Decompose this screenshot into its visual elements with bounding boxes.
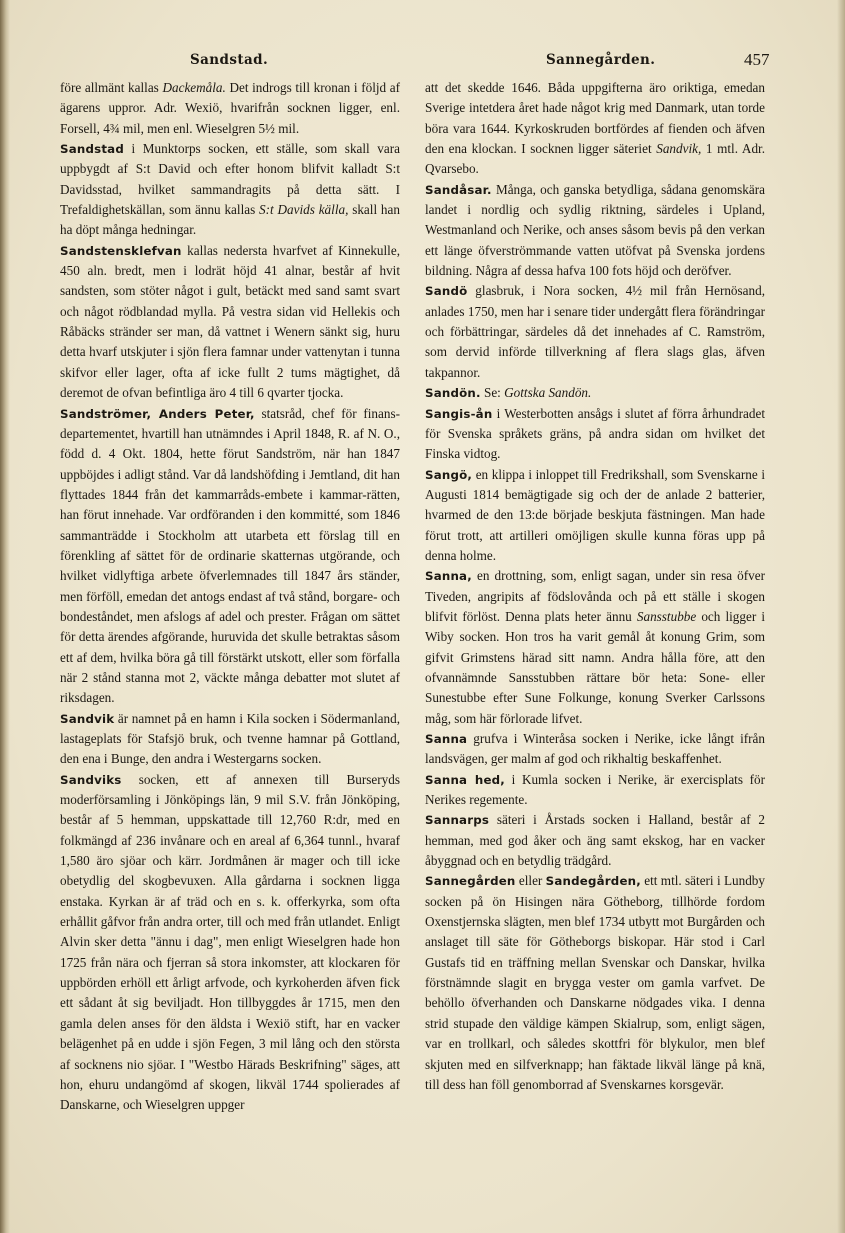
entry-headword: Sannarps [425, 813, 490, 828]
dictionary-entry [60, 404, 400, 709]
entry-text: i Kumla socken i Nerike, är exercisplats för Nerikes regemente. [425, 771, 765, 808]
entry-text: att det skedde 1646. Båda uppgifterna äro oriktiga, emedan Sverige intetdera året hade något krig med Danmark, utan torde böra vara 1644. Kyrkoskruden bortfördes af fienden och äfven den ena klockan. I socknen ligger säteriet [425, 80, 765, 157]
entry-text: grufva i Winteråsa socken i Nerike, icke långt ifrån landsvägen, ger malm af god och rikhaltig beskaffenhet. [425, 731, 765, 767]
dictionary-entry [425, 770, 765, 811]
entry-headword: Sandstad [60, 142, 124, 157]
dictionary-entry [60, 770, 400, 1116]
dictionary-entry [425, 465, 765, 567]
entry-headword: Sanna hed, [425, 772, 505, 787]
dictionary-entry [60, 709, 400, 770]
entry-headword: Sanna, [425, 569, 472, 584]
entry-text: är namnet på en hamn i Kila socken i Södermanland, lastageplats för Stafsjö bruk, och tvenne hamnar på Gottland, den ena i Bunge, den andra i Westergarns socken. [60, 710, 400, 767]
page-binding-edge [0, 0, 10, 1233]
entry-text: i Westerbotten ansågs i slutet af förra århundradet för Svenska språkets gräns, på andra sidan om hvilket det Finska vidtog. [425, 405, 765, 462]
entry-text: kallas nedersta hvarfvet af Kinnekulle, 450 aln. bredt, men i lodrät höjd 41 alnar, består af hvit sandsten, som stöter något i gult, betäckt med sand samt svart och något rödblandad mylla. På vestra sidan vid Hellekis och Råbäcks stränder ser man, då vattnet i Wenern sänkt sig, huru detta hvarf utskjuter i sjön flera famnar under vattenytan i tunna skifvor eller lager, ofta af icke fullt 2 tums mägtighet, då deremot de ofvan befintliga äro 4 till 6 qvarter tjocka. [60, 242, 400, 401]
entry-text: före allmänt kallas [60, 80, 163, 95]
entry-headword: Sannegården [425, 874, 516, 889]
entry-text: Se: [480, 385, 505, 401]
dictionary-entry [425, 810, 765, 871]
entry-italic-text: Dackemåla. [162, 80, 226, 95]
entry-text: och ligger i Wiby socken. Hon tros ha varit gemål åt konung Grim, som gifvit Grimstens härad sitt namn. Andra hålla före, att den ofvannämnde Sansstubben rättare bör heta: Sone- eller Sunestubbe efter Sune Folkunge, konung Sverker Carlssons måg, som här förlorade lifvet. [425, 608, 766, 726]
entry-headword: Sandströmer, Anders Peter, [60, 406, 255, 421]
entry-headword: Sandåsar. [425, 182, 492, 197]
page-header [0, 52, 845, 76]
dictionary-entry [60, 78, 400, 139]
entry-headword: Sandstensklefvan [60, 243, 182, 258]
entry-italic-text: Sandvik, [656, 141, 702, 157]
entry-headword: Sanna [425, 732, 468, 746]
dictionary-entry [425, 729, 765, 770]
running-title-right: Sannegården. [546, 52, 656, 68]
dictionary-entry [60, 139, 400, 241]
left-text-column [60, 78, 400, 1116]
entry-text: 1 mtl. Adr. Qvarsebo. [425, 141, 765, 177]
entry-italic-text: Sansstubbe [636, 608, 697, 624]
entry-headword: Sangis-ån [425, 406, 493, 421]
dictionary-entry [425, 281, 765, 383]
right-text-column [425, 78, 765, 1095]
entry-text: Många, och ganska betydliga, sådana genomskära landet i nordlig och sydlig riktning, särdeles i Upland, Westmanland och Nerike, och anses såsom bevis på den verkan ett länge öfverströmmande vatten utöfvat på Svenska jordens bildning. Några af dessa hafva 100 fots höjd och deröfver. [425, 181, 765, 279]
dictionary-entry [425, 404, 765, 465]
dictionary-entry [425, 180, 765, 282]
dictionary-entry [425, 566, 765, 729]
dictionary-entry [60, 241, 400, 404]
entry-text: socken, ett af annexen till Burseryds moderförsamling i Jönköpings län, 9 mil S.V. från Jönköping, består af 5 hemman, uppskattade till 12,760 R:dr, med en folkmängd af 236 invånare och en areal af 6,364 tunnl., hvaraf 1,580 äro sjöar och kärr. Jordmånen är mager och till icke obetydlig del skogbevuxen. Alla gårdarna i socknen ligga enstaka. Kyrkan är af träd och en s. k. offerkyrka, som ofta erhållit gåfvor från andra orter, till och med från utlandet. Enligt Alvin sker detta "ännu i dag", men enligt Wieselgren hade hon 1725 från nära och fjerran så stora inkomster, att klockaren för uppbörden erhöll ett årligt arfvode, och kyrkoherden äfven fick ett sådant åt sig beviljadt. Hon tillbyggdes år 1715, men den gamla delen anses för den äldsta i Wexiö stift, har en vacker belägenhet på en udde i sjön Fegen, 3 mil lång och den största af socknens nio sjöar. I "Westbo Härads Beskrifning" säges, att hon, ehuru undangömd af skogen, likväl 1744 spolierades af Danskarne, och Wieselgren uppger [60, 771, 400, 1113]
entry-text: statsråd, chef för finans-departementet, hvartill han utnämndes i April 1848, R. af N. O., född d. 4 Okt. 1804, hette förut Sandström, när han 1847 uppböjdes i adligt stånd. Var då landshöfding i Jemtland, dit han flyttades 1844 från det kammarråds-embete i kammar-rätten, han förut innehade. Var ordföranden i den kommitté, som 1846 sammanträdde i Stockholm att utarbeta ett förslag till en förenkling af sättet för de ordinarie skatternas utgörande, och hvilket vidlyftiga arbete öfverlemnades till 1847 års ständer, men förföll, emedan det antogs endast af två stånd, borgare- och bondeståndet, men afslogs af adel och prester. Frågan om sättet för detta ärendes afgörande, huruvida det skulle betraktas såsom ett af dem, hvilka böra gå till förstärkt utskott, eller som förfalla när 2 stånd stanna mot 2, väckte många debatter mot slutet af riksdagen. [60, 405, 400, 706]
entry-text: skall han ha döpt många hedningar. [60, 202, 400, 238]
dictionary-entry [425, 78, 765, 180]
entry-text: eller [515, 873, 546, 889]
entry-text: i Munktorps socken, ett ställe, som skall vara uppbygdt af S:t David och efter honom blifvit kalladt S:t Davidsstad, hvilket sammandragits på detta sätt. I Trefaldighetskällan, som ännu kallas [60, 141, 400, 218]
entry-italic-text: S:t Davids källa, [259, 202, 349, 218]
entry-text: Det indrogs till kronan i följd af ägarens uppror. Adr. Wexiö, hvarifrån socknen ligger, enl. Forsell, 4¾ mil, men enl. Wieselgren 5½ mil. [60, 80, 400, 136]
entry-text: en drottning, som, enligt sagan, under sin resa öfver Tiveden, angripits af födslovånda och på ett ställe i skogen blifvit förlöst. Denna plats heter ännu [425, 568, 765, 624]
entry-headword: Sangö, [425, 467, 473, 482]
entry-headword: Sandö [425, 284, 468, 299]
page-outer-edge [837, 0, 845, 1233]
entry-headword: Sandvik [60, 711, 115, 726]
entry-headword: Sandegården, [545, 874, 641, 889]
entry-text: en klippa i inloppet till Fredrikshall, som Svenskarne i Augusti 1814 bemägtigade sig och der de anlade 2 batterier, hvarmed de den 13:de började beskjuta fästningen. Man hade förut trott, att artilleri omöjligen skulle kunna föras upp på denna holme. [425, 466, 765, 563]
running-title-left: Sandstad. [190, 52, 269, 68]
entry-text: ett mtl. säteri i Lundby socken på ön Hisingen nära Götheborg, tillhörde fordom Oxenstjernska slägten, men blef 1734 utbytt mot Burgården och anslaget till säte för Götheborgs biskopar. Här stod i Carl Gustafs tid en träffning mellan Svenskar och Danskar, hvilka förstnämnde slagit en brygga vester om gamla varfvet. De behöllo öfverhanden och Danskarne nödgades vika. I denna strid stupade den väldige kämpen Skialrup, som, enligt sägen, var en trollkarl, och således skottfri för blykulor, men blef skjuten med en silfverknapp; han fäktade likväl länge på knä, till dess han föll genomborrad af Svenskarnes korsgevär. [425, 873, 765, 1092]
dictionary-entry [425, 383, 765, 403]
entry-headword: Sandön. [425, 386, 481, 401]
page-number: 457 [744, 50, 770, 69]
entry-text: säteri i Årstads socken i Halland, består af 2 hemman, med god åker och äng samt ekskog, har en vacker åbyggnad och en betydlig trädgård. [425, 812, 765, 869]
entry-text: glasbruk, i Nora socken, 4½ mil från Hernösand, anlades 1750, men har i senare tider undergått flera förändringar och förbättringar, särdeles då det innehades af C. Ramström, som dervid införde tillverkning af flera slags glas, äfven takpannor. [425, 283, 765, 380]
entry-headword: Sandviks [60, 772, 122, 787]
dictionary-entry [425, 871, 765, 1095]
entry-italic-text: Gottska Sandön. [504, 385, 592, 401]
